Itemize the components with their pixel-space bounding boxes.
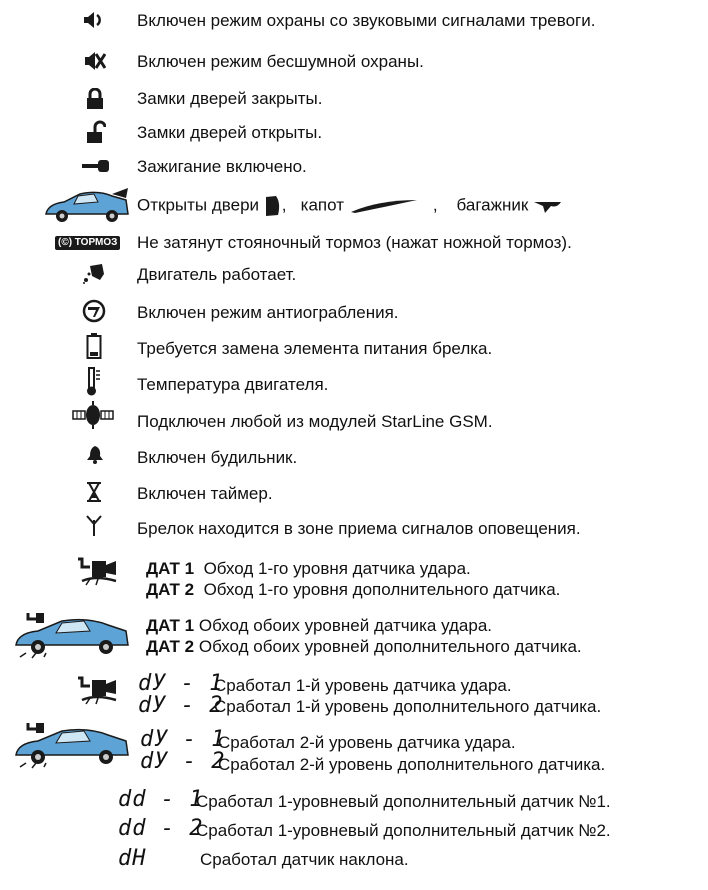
bypass-text: Обход обоих уровней датчика удара. bbox=[198, 616, 493, 635]
row-text: Двигатель работает. bbox=[137, 265, 297, 284]
dat-label: ДАТ 2 bbox=[146, 637, 195, 656]
bypass-text: Обход обоих уровней дополнительного датчика. bbox=[198, 637, 582, 656]
lcd-code: dУ - 2 bbox=[140, 749, 226, 774]
lcd-code: dd - 1 bbox=[118, 787, 204, 812]
lock-closed-icon bbox=[86, 88, 104, 110]
engine-running-icon bbox=[82, 262, 106, 284]
extra-text: Сработал датчик наклона. bbox=[200, 850, 409, 869]
triggered-text: Сработал 1-й уровень датчика удара. bbox=[214, 676, 512, 695]
hood-text: капот bbox=[300, 195, 344, 215]
speaker-icon bbox=[82, 10, 104, 30]
row-text: Включен режим бесшумной охраны. bbox=[137, 52, 424, 71]
row-text: Брелок находится в зоне приема сигналов оповещения. bbox=[137, 519, 581, 538]
extra-text: Сработал 1-уровневый дополнительный датчик №2. bbox=[196, 821, 611, 840]
row-text: Замки дверей открыты. bbox=[137, 123, 323, 142]
bypass-text: Обход 1-го уровня дополнительного датчика. bbox=[203, 580, 561, 599]
key-icon bbox=[82, 160, 110, 172]
doors-text: Открыты двери bbox=[137, 195, 260, 215]
dat-label: ДАТ 2 bbox=[146, 580, 195, 599]
bypass-row bbox=[146, 559, 471, 579]
shock-sensor-icon bbox=[76, 555, 122, 587]
row-text: Требуется замена элемента питания брелка. bbox=[137, 339, 493, 358]
doors-row bbox=[137, 195, 563, 217]
dat-label: ДАТ 1 bbox=[146, 559, 195, 578]
car-shock-icon bbox=[10, 715, 132, 770]
speaker-muted-icon bbox=[82, 50, 106, 72]
hourglass-icon bbox=[86, 482, 102, 502]
hood-icon bbox=[349, 198, 419, 214]
comma: , bbox=[281, 195, 287, 215]
triggered-text: Сработал 2-й уровень дополнительного датчика. bbox=[218, 755, 606, 774]
brake-badge: (©) ТОРМОЗ bbox=[55, 236, 120, 250]
row-text: Замки дверей закрыты. bbox=[137, 89, 323, 108]
row-text: Включен режим охраны со звуковыми сигналами тревоги. bbox=[137, 11, 596, 30]
lcd-code: dУ - 1 bbox=[140, 727, 226, 752]
row-text: Включен режим антиограбления. bbox=[137, 303, 399, 322]
bypass-text: Обход 1-го уровня датчика удара. bbox=[203, 559, 471, 578]
lcd-code: dH bbox=[118, 846, 147, 871]
bypass-row bbox=[146, 637, 582, 657]
comma: , bbox=[432, 195, 438, 215]
row-text: Включен будильник. bbox=[137, 448, 298, 467]
lcd-code: dd - 2 bbox=[118, 816, 204, 841]
bypass-row bbox=[146, 580, 560, 600]
car-open-doors-icon bbox=[42, 184, 132, 226]
trunk-icon bbox=[533, 198, 563, 214]
triggered-text: Сработал 1-й уровень дополнительного датчика. bbox=[214, 697, 602, 716]
row-text: Не затянут стояночный тормоз (нажат ножной тормоз). bbox=[137, 233, 572, 252]
row-text: Включен таймер. bbox=[137, 484, 273, 503]
row-text: Зажигание включено. bbox=[137, 157, 307, 176]
battery-icon bbox=[86, 332, 102, 360]
shock-sensor-icon bbox=[76, 674, 122, 706]
lcd-code: dУ - 2 bbox=[138, 693, 224, 718]
extra-text: Сработал 1-уровневый дополнительный датчик №1. bbox=[196, 792, 611, 811]
trunk-text: багажник bbox=[456, 195, 529, 215]
door-icon bbox=[264, 195, 282, 217]
thermometer-icon bbox=[86, 367, 104, 397]
triggered-text: Сработал 2-й уровень датчика удара. bbox=[218, 733, 516, 752]
anti-hijack-icon bbox=[82, 299, 106, 323]
row-text: Температура двигателя. bbox=[137, 375, 329, 394]
bypass-row bbox=[146, 616, 492, 636]
satellite-icon bbox=[72, 400, 114, 430]
lock-open-icon bbox=[86, 120, 106, 144]
row-text: Подключен любой из модулей StarLine GSM. bbox=[137, 412, 493, 431]
antenna-icon bbox=[86, 515, 102, 537]
bell-icon bbox=[86, 444, 104, 464]
lcd-code: dУ - 1 bbox=[138, 671, 224, 696]
car-shock-icon bbox=[10, 605, 132, 660]
dat-label: ДАТ 1 bbox=[146, 616, 195, 635]
